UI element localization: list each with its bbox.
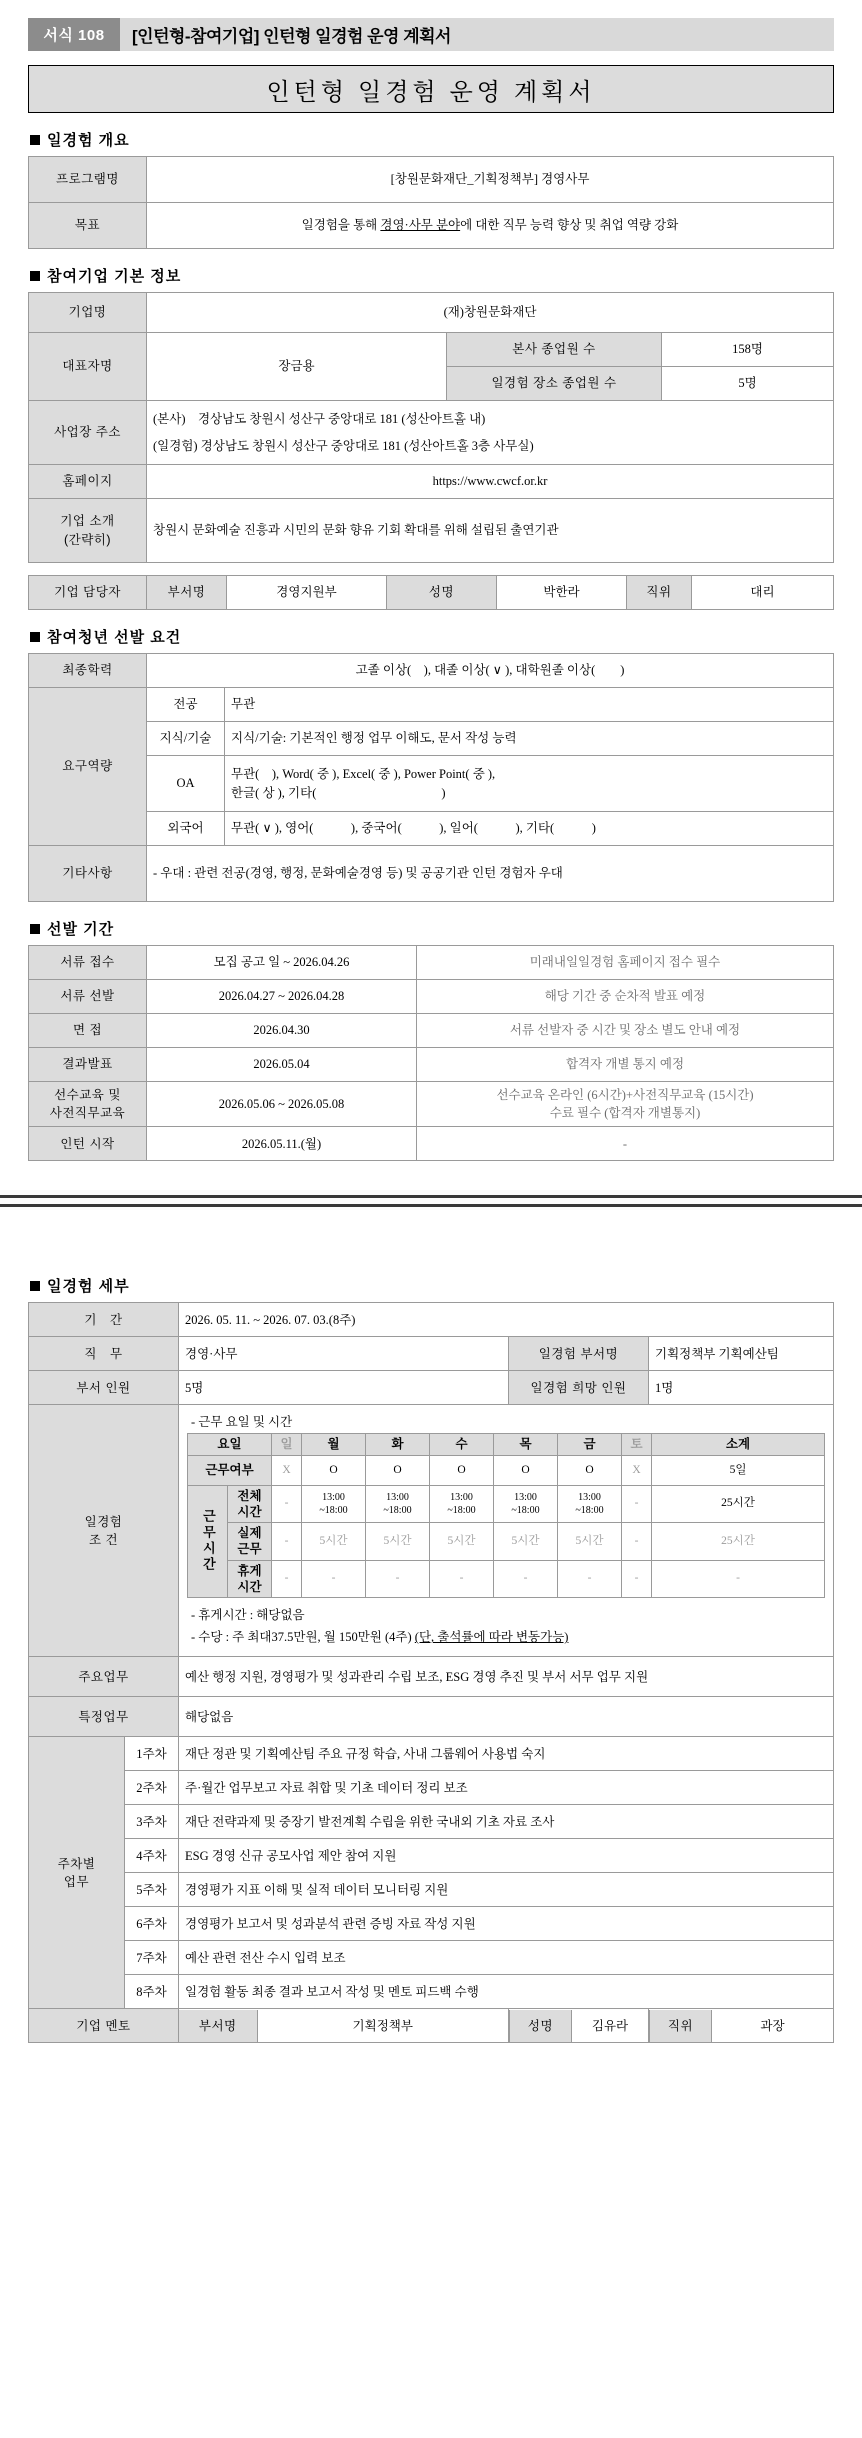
total-time-label-line1: 전체 — [237, 1488, 262, 1503]
doc-submission-label: 서류 접수 — [29, 946, 147, 980]
table-row — [29, 157, 834, 203]
total-time-label-line2: 시간 — [237, 1504, 262, 1519]
weekday-header-sat: 토 — [622, 1434, 652, 1455]
language-label: 외국어 — [147, 812, 225, 846]
table-row — [29, 1907, 834, 1941]
bullet-square-icon — [30, 271, 40, 281]
week-5-label: 5주차 — [125, 1873, 179, 1907]
result-announcement-date: 2026.05.04 — [147, 1048, 417, 1082]
actual-time-thu: 5시간 — [494, 1523, 558, 1561]
table-row — [29, 1941, 834, 1975]
company-intro-label-line1: 기업 소개 — [60, 514, 115, 529]
break-time-subtotal: - — [652, 1560, 825, 1598]
etc-requirements-label: 기타사항 — [29, 846, 147, 902]
etc-requirements-value: - 우대 : 관련 전공(경영, 행정, 문화예술경영 등) 및 공공기관 인턴 경험자 우대 — [147, 846, 834, 902]
actual-time-subtotal: 25시간 — [652, 1523, 825, 1561]
table-row — [29, 293, 834, 333]
doc-screening-date: 2026.04.27 ~ 2026.04.28 — [147, 980, 417, 1014]
manager-name-value: 박한라 — [497, 576, 627, 610]
period-label: 기 간 — [29, 1303, 179, 1337]
weekday-header-subtotal: 소계 — [652, 1434, 825, 1455]
total-time-label — [228, 1485, 272, 1523]
special-task-label: 특정업무 — [29, 1697, 179, 1737]
pretraining-note-line2: 수료 필수 (합격자 개별통지) — [549, 1106, 701, 1121]
table-row — [29, 1805, 834, 1839]
company-manager-table — [28, 575, 834, 610]
total-time-subtotal: 25시간 — [652, 1485, 825, 1523]
manager-position-label: 직위 — [627, 576, 692, 610]
week-3-task: 재단 전략과제 및 중장기 발전계획 수립을 위한 국내외 기초 자료 조사 — [179, 1805, 834, 1839]
manager-position-value: 대리 — [692, 576, 834, 610]
homepage-value[interactable]: https://www.cwcf.or.kr — [147, 465, 834, 499]
main-task-label: 주요업무 — [29, 1657, 179, 1697]
total-time-tue: 13:00 ~18:00 — [366, 1485, 430, 1523]
company-info-table — [28, 292, 834, 563]
doc-screening-label: 서류 선발 — [29, 980, 147, 1014]
program-name-value: [창원문화재단_기획정책부] 경영사무 — [147, 157, 834, 203]
table-row — [29, 1337, 834, 1371]
special-task-value: 해당없음 — [179, 1697, 834, 1737]
work-status-wed: O — [430, 1455, 494, 1485]
page-title: 인턴형 일경험 운영 계획서 — [28, 65, 834, 113]
mentor-position-value: 과장 — [760, 2018, 785, 2033]
internship-start-date: 2026.05.11.(월) — [147, 1127, 417, 1161]
week-8-task: 일경험 활동 최종 결과 보고서 작성 및 멘토 피드백 수행 — [179, 1975, 834, 2009]
major-label: 전공 — [147, 688, 225, 722]
address-hq: (본사) 경상남도 창원시 성산구 중앙대로 181 (성산아트홀 내) — [153, 412, 486, 427]
week-4-task: ESG 경영 신규 공모사업 제안 참여 지원 — [179, 1839, 834, 1873]
table-row — [29, 576, 834, 610]
pretraining-label-line1: 선수교육 및 — [54, 1088, 121, 1102]
interview-date: 2026.04.30 — [147, 1014, 417, 1048]
result-announcement-label: 결과발표 — [29, 1048, 147, 1082]
oa-label: OA — [147, 756, 225, 812]
total-time-thu: 13:00 ~18:00 — [494, 1485, 558, 1523]
work-schedule-grid — [187, 1433, 825, 1598]
week-6-task: 경영평가 보고서 및 성과분석 관련 증빙 자료 작성 지원 — [179, 1907, 834, 1941]
doc-screening-note: 해당 기간 중 순차적 발표 예정 — [417, 980, 834, 1014]
interview-note: 서류 선발자 중 시간 및 장소 별도 안내 예정 — [417, 1014, 834, 1048]
table-row — [29, 1771, 834, 1805]
pay-note-text: - 수당 : 주 최대37.5만원, 월 150만원 (4주) — [191, 1630, 415, 1645]
total-time-sun: - — [272, 1485, 302, 1523]
manager-dept-label: 부서명 — [147, 576, 227, 610]
section-heading-detail-label: 일경험 세부 — [47, 1278, 130, 1296]
homepage-label: 홈페이지 — [29, 465, 147, 499]
address-value — [147, 401, 834, 465]
break-time-fri: - — [558, 1560, 622, 1598]
table-row — [29, 2009, 834, 2043]
work-status-label: 근무여부 — [188, 1455, 272, 1485]
week-6-label: 6주차 — [125, 1907, 179, 1941]
manager-title-label: 기업 담당자 — [29, 576, 147, 610]
week-3-label: 3주차 — [125, 1805, 179, 1839]
pretraining-label — [29, 1082, 147, 1127]
table-row — [29, 203, 834, 249]
table-row — [29, 946, 834, 980]
major-value: 무관 — [225, 688, 834, 722]
education-label: 최종학력 — [29, 654, 147, 688]
table-row — [29, 688, 834, 722]
goal-value-underlined: 경영·사무 분야 — [380, 218, 461, 233]
table-row — [29, 499, 834, 563]
result-announcement-note: 합격자 개별 통지 예정 — [417, 1048, 834, 1082]
work-condition-label-line1: 일경험 — [84, 1514, 123, 1529]
actual-time-sat: - — [622, 1523, 652, 1561]
site-employee-count-label: 일경험 장소 종업원 수 — [447, 367, 662, 401]
weekday-header-fri: 금 — [558, 1434, 622, 1455]
pretraining-label-line2: 사전직무교육 — [49, 1106, 126, 1121]
total-time-fri: 13:00 ~18:00 — [558, 1485, 622, 1523]
work-days-note: - 근무 요일 및 시간 — [191, 1415, 293, 1430]
bullet-square-icon — [30, 1281, 40, 1291]
weekday-header-mon: 월 — [302, 1434, 366, 1455]
table-row — [29, 1048, 834, 1082]
internship-start-label: 인턴 시작 — [29, 1127, 147, 1161]
table-row — [29, 1873, 834, 1907]
mentor-name-value: 김유라 — [591, 2018, 629, 2033]
company-name-label: 기업명 — [29, 293, 147, 333]
table-row — [29, 1697, 834, 1737]
work-status-sun: X — [272, 1455, 302, 1485]
oa-value-line2: 한글( 상 ), 기타( ) — [231, 785, 446, 800]
table-row — [29, 465, 834, 499]
address-label: 사업장 주소 — [29, 401, 147, 465]
pay-note-underlined: (단, 출석률에 따라 변동가능) — [414, 1630, 569, 1645]
work-status-sat: X — [622, 1455, 652, 1485]
total-time-wed: 13:00 ~18:00 — [430, 1485, 494, 1523]
week-1-label: 1주차 — [125, 1737, 179, 1771]
break-time-thu: - — [494, 1560, 558, 1598]
work-status-mon: O — [302, 1455, 366, 1485]
doc-submission-date: 모집 공고 일 ~ 2026.04.26 — [147, 946, 417, 980]
mentor-position-cell — [649, 2009, 834, 2043]
pretraining-note-line1: 선수교육 온라인 (6시간)+사전직무교육 (15시간) — [496, 1088, 754, 1102]
bullet-square-icon — [30, 924, 40, 934]
company-intro-label-line2: (간략히) — [63, 532, 112, 547]
work-status-thu: O — [494, 1455, 558, 1485]
week-5-task: 경영평가 지표 이해 및 실적 데이터 모니터링 지원 — [179, 1873, 834, 1907]
requirements-table — [28, 653, 834, 902]
program-name-label: 프로그램명 — [29, 157, 147, 203]
manager-name-label: 성명 — [387, 576, 497, 610]
page-break-divider — [0, 1195, 862, 1207]
actual-time-sun: - — [272, 1523, 302, 1561]
pretraining-note — [417, 1082, 834, 1127]
mentor-info-cell — [179, 2009, 509, 2043]
mentor-name-cell — [509, 2009, 649, 2043]
break-time-label-line1: 휴게 — [237, 1563, 262, 1578]
table-row — [188, 1560, 825, 1598]
table-row — [188, 1485, 825, 1523]
goal-label: 목표 — [29, 203, 147, 249]
pretraining-date: 2026.05.06 ~ 2026.05.08 — [147, 1082, 417, 1127]
table-row — [29, 1737, 834, 1771]
company-name-value: (재)창원문화재단 — [147, 293, 834, 333]
table-row — [188, 1455, 825, 1485]
table-row — [29, 401, 834, 465]
table-row — [29, 1371, 834, 1405]
banner-title: [인턴형-참여기업] 인턴형 일경험 운영 계획서 — [132, 27, 451, 46]
mentor-dept-label: 부서명 — [179, 2010, 257, 2042]
duty-value: 경영·사무 — [179, 1337, 509, 1371]
interview-label: 면 접 — [29, 1014, 147, 1048]
education-value: 고졸 이상( ), 대졸 이상( ∨ ), 대학원졸 이상( ) — [147, 654, 834, 688]
ceo-label: 대표자명 — [29, 333, 147, 401]
goal-value-post: 에 대한 직무 능력 향상 및 취업 역량 강화 — [460, 218, 679, 233]
table-row — [29, 333, 834, 367]
table-row — [29, 654, 834, 688]
goal-value-pre: 일경험을 통해 — [301, 218, 381, 233]
table-row — [29, 1303, 834, 1337]
actual-time-wed: 5시간 — [430, 1523, 494, 1561]
wish-headcount-value: 1명 — [649, 1371, 834, 1405]
section-heading-selection — [30, 918, 834, 939]
mentor-name-label: 성명 — [510, 2010, 572, 2042]
section-heading-company-label: 참여기업 기본 정보 — [47, 268, 182, 285]
skill-value: 지식/기술: 기본적인 행정 업무 이해도, 문서 작성 능력 — [225, 722, 834, 756]
period-value: 2026. 05. 11. ~ 2026. 07. 03.(8주) — [179, 1303, 834, 1337]
table-row — [29, 1657, 834, 1697]
week-1-task: 재단 정관 및 기획예산팀 주요 규정 학습, 사내 그룹웨어 사용법 숙지 — [179, 1737, 834, 1771]
work-status-fri: O — [558, 1455, 622, 1485]
weekday-header-label: 요일 — [188, 1434, 272, 1455]
company-intro-label — [29, 499, 147, 563]
work-condition-label — [29, 1405, 179, 1657]
actual-time-tue: 5시간 — [366, 1523, 430, 1561]
selection-schedule-table — [28, 945, 834, 1161]
language-value: 무관( ∨ ), 영어( ), 중국어( ), 일어( ), 기타( ) — [225, 812, 834, 846]
weekday-header-wed: 수 — [430, 1434, 494, 1455]
work-condition-label-line2: 조 건 — [88, 1532, 119, 1547]
week-2-task: 주·월간 업무보고 자료 취합 및 기초 데이터 정리 보조 — [179, 1771, 834, 1805]
actual-time-mon: 5시간 — [302, 1523, 366, 1561]
main-task-value: 예산 행정 지원, 경영평가 및 성과관리 수립 보조, ESG 경영 추진 및 부서 서무 업무 지원 — [179, 1657, 834, 1697]
overview-table — [28, 156, 834, 249]
oa-value — [225, 756, 834, 812]
section-heading-requirements-label: 참여청년 선발 요건 — [47, 629, 182, 646]
address-site: (일경험) 경상남도 창원시 성산구 중앙대로 181 (성산아트홀 3층 사무실) — [153, 438, 534, 453]
table-row — [29, 1405, 834, 1657]
section-heading-selection-label: 선발 기간 — [47, 921, 115, 938]
break-time-mon: - — [302, 1560, 366, 1598]
break-note: - 휴게시간 : 해당없음 — [191, 1608, 305, 1623]
break-time-label-line2: 시간 — [237, 1579, 262, 1594]
table-row — [29, 1082, 834, 1127]
section-heading-overview-label: 일경험 개요 — [47, 132, 130, 149]
weekly-task-label-line2: 업무 — [63, 1874, 90, 1889]
dept-headcount-label: 부서 인원 — [29, 1371, 179, 1405]
weekday-header-sun: 일 — [272, 1434, 302, 1455]
mentor-position-label: 직위 — [650, 2010, 712, 2042]
week-8-label: 8주차 — [125, 1975, 179, 2009]
break-time-sat: - — [622, 1560, 652, 1598]
work-status-tue: O — [366, 1455, 430, 1485]
table-row — [188, 1523, 825, 1561]
break-time-sun: - — [272, 1560, 302, 1598]
oa-value-line1: 무관( ), Word( 중 ), Excel( 중 ), Power Point( 중 ), — [231, 767, 496, 782]
detail-dept-label: 일경험 부서명 — [509, 1337, 649, 1371]
work-status-subtotal: 5일 — [652, 1455, 825, 1485]
work-condition-value — [179, 1405, 834, 1657]
detail-dept-value: 기획정책부 기획예산팀 — [649, 1337, 834, 1371]
internship-start-note: - — [417, 1127, 834, 1161]
break-time-label — [228, 1560, 272, 1598]
mentor-dept-value: 기획정책부 — [352, 2018, 413, 2033]
table-row — [188, 1434, 825, 1455]
wish-headcount-label: 일경험 희망 인원 — [509, 1371, 649, 1405]
dept-headcount-value: 5명 — [179, 1371, 509, 1405]
weekday-header-thu: 목 — [494, 1434, 558, 1455]
work-time-group-label: 근무시간 — [188, 1485, 228, 1598]
actual-time-fri: 5시간 — [558, 1523, 622, 1561]
table-row — [29, 980, 834, 1014]
hq-employee-count-label: 본사 종업원 수 — [447, 333, 662, 367]
form-number-badge: 서식 108 — [28, 18, 120, 51]
goal-value — [147, 203, 834, 249]
site-employee-count-value: 5명 — [662, 367, 834, 401]
section-heading-detail — [30, 1275, 834, 1296]
actual-time-label-line2: 근무 — [237, 1542, 262, 1557]
ceo-value: 장금용 — [147, 333, 447, 401]
section-heading-requirements — [30, 626, 834, 647]
table-row — [29, 1127, 834, 1161]
document-page — [0, 18, 862, 2069]
actual-time-label — [228, 1523, 272, 1561]
bullet-square-icon — [30, 135, 40, 145]
table-row — [29, 812, 834, 846]
table-row — [29, 846, 834, 902]
break-time-wed: - — [430, 1560, 494, 1598]
hq-employee-count-value: 158명 — [662, 333, 834, 367]
table-row — [29, 1839, 834, 1873]
week-7-label: 7주차 — [125, 1941, 179, 1975]
weekday-header-tue: 화 — [366, 1434, 430, 1455]
table-row — [29, 722, 834, 756]
weekly-task-label — [29, 1737, 125, 2009]
table-row — [29, 1014, 834, 1048]
table-row — [29, 756, 834, 812]
table-row — [29, 1975, 834, 2009]
actual-time-label-line1: 실제 — [237, 1526, 262, 1541]
total-time-sat: - — [622, 1485, 652, 1523]
competency-label: 요구역량 — [29, 688, 147, 846]
detail-table — [28, 1302, 834, 2043]
duty-label: 직 무 — [29, 1337, 179, 1371]
week-4-label: 4주차 — [125, 1839, 179, 1873]
week-7-task: 예산 관련 전산 수시 입력 보조 — [179, 1941, 834, 1975]
week-2-label: 2주차 — [125, 1771, 179, 1805]
section-heading-company — [30, 265, 834, 286]
total-time-mon: 13:00 ~18:00 — [302, 1485, 366, 1523]
mentor-title-label: 기업 멘토 — [29, 2009, 179, 2043]
weekly-task-label-line1: 주차별 — [57, 1856, 96, 1871]
bullet-square-icon — [30, 632, 40, 642]
company-intro-value: 창원시 문화예술 진흥과 시민의 문화 향유 기회 확대를 위해 설립된 출연기관 — [147, 499, 834, 563]
doc-submission-note: 미래내일일경험 홈페이지 접수 필수 — [417, 946, 834, 980]
break-time-tue: - — [366, 1560, 430, 1598]
pay-note — [187, 1626, 825, 1648]
document-banner — [28, 18, 834, 51]
skill-label: 지식/기술 — [147, 722, 225, 756]
section-heading-overview — [30, 129, 834, 150]
manager-dept-value: 경영지원부 — [227, 576, 387, 610]
